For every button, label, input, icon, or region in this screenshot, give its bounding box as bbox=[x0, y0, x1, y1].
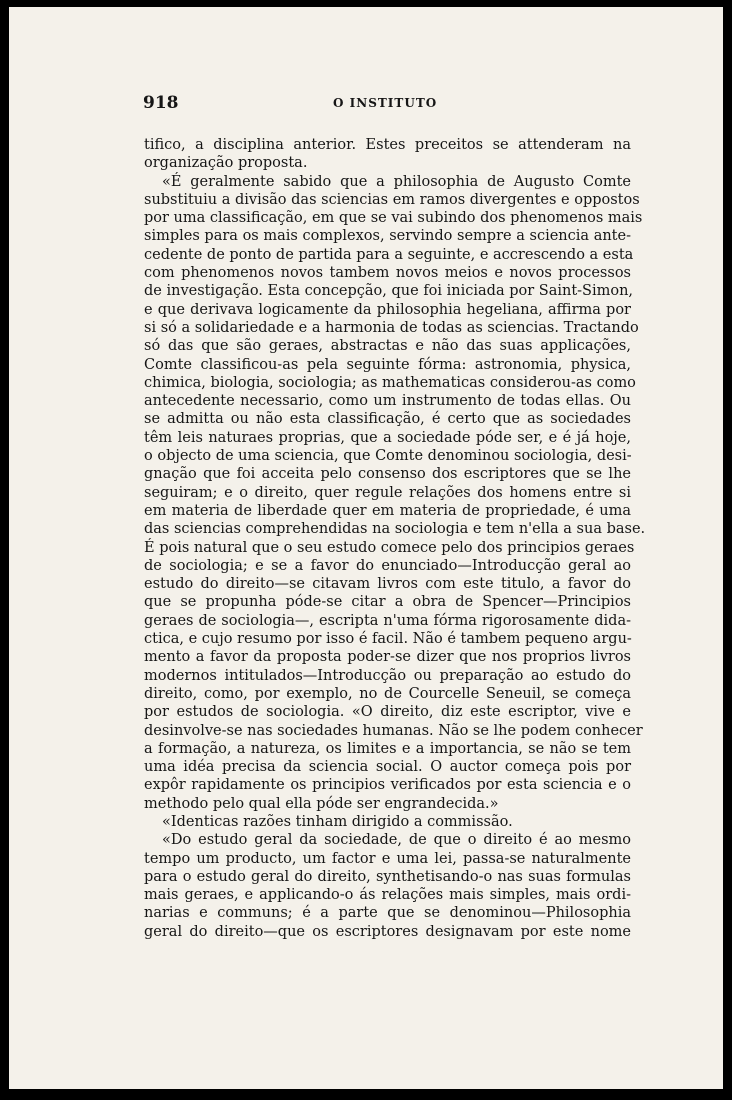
text-line: e que derivava logicamente da philosophia hegeliana, affirma por bbox=[144, 301, 631, 318]
text-line: que se propunha póde-se citar a obra de Spencer—Principios bbox=[144, 594, 631, 611]
text-line: expôr rapidamente os principios verificados por esta sciencia e o bbox=[144, 777, 631, 794]
page-header bbox=[143, 93, 633, 117]
text-line: Comte classificou-as pela seguinte fórma: astronomia, physica, bbox=[144, 356, 631, 373]
text-line: methodo pelo qual ella póde ser engrandecida.» bbox=[144, 795, 499, 812]
text-line: o objecto de uma sciencia, que Comte denominou sociologia, desi- bbox=[144, 448, 632, 465]
text-line: «É geralmente sabido que a philosophia de Augusto Comte bbox=[162, 173, 631, 190]
text-line: estudo do direito—se citavam livros com este titulo, a favor do bbox=[144, 576, 631, 593]
text-line: com phenomenos novos tambem novos meios e novos processos bbox=[144, 265, 631, 282]
text-line: seguiram; e o direito, quer regule relações dos homens entre si bbox=[144, 484, 631, 501]
running-title: O INSTITUTO bbox=[333, 96, 438, 110]
text-line: mento a favor da proposta poder-se dizer que nos proprios livros bbox=[144, 649, 631, 666]
text-line: «Do estudo geral da sociedade, de que o direito é ao mesmo bbox=[162, 832, 631, 849]
text-line: tifico, a disciplina anterior. Estes preceitos se attenderam na bbox=[144, 137, 631, 153]
text-line: chimica, biologia, sociologia; as mathematicas considerou-as como bbox=[144, 374, 636, 391]
text-line: modernos intitulados—Introducção ou preparação ao estudo do bbox=[144, 667, 631, 684]
text-line: organização proposta. bbox=[144, 155, 308, 172]
text-line: ctica, e cujo resumo por isso é facil. Não é tambem pequeno argu- bbox=[144, 631, 632, 648]
text-line: de sociologia; e se a favor do enunciado—Introducção geral ao bbox=[144, 557, 631, 574]
text-line: se admitta ou não esta classificação, é certo que as sociedades bbox=[144, 411, 631, 428]
text-line: a formação, a natureza, os limites e a importancia, se não se tem bbox=[144, 740, 631, 757]
book-page bbox=[9, 7, 723, 1089]
text-line: si só a solidariedade e a harmonia de todas as sciencias. Tractando bbox=[144, 319, 639, 336]
text-line: desinvolve-se nas sociedades humanas. Não se lhe podem conhecer bbox=[144, 722, 643, 739]
text-line: para o estudo geral do direito, synthetisando-o nas suas formulas bbox=[144, 868, 631, 885]
text-line: narias e communs; é a parte que se denominou—Philosophia bbox=[144, 905, 631, 922]
text-line: de investigação. Esta concepção, que foi iniciada por Saint-Simon, bbox=[144, 283, 634, 300]
text-line: gnação que foi acceita pelo consenso dos escriptores que se lhe bbox=[144, 466, 631, 483]
text-line: têm leis naturaes proprias, que a sociedade póde ser, e é já hoje, bbox=[144, 429, 631, 446]
text-line: geral do direito—que os escriptores designavam por este nome bbox=[144, 923, 631, 940]
text-line: só das que são geraes, abstractas e não das suas applicações, bbox=[144, 338, 631, 355]
text-line: por estudos de sociologia. «O direito, diz este escriptor, vive e bbox=[144, 704, 631, 721]
text-line: cedente de ponto de partida para a seguinte, e accrescendo a esta bbox=[144, 246, 634, 263]
body-text bbox=[144, 136, 646, 941]
text-line: antecedente necessario, como um instrumento de todas ellas. Ou bbox=[144, 393, 631, 410]
text-line: mais geraes, e applicando-o ás relações mais simples, mais ordi- bbox=[144, 887, 631, 904]
text-line: tempo um producto, um factor e uma lei, passa-se naturalmente bbox=[144, 850, 631, 867]
page-number: 918 bbox=[143, 93, 179, 113]
text-line: substituiu a divisão das sciencias em ramos divergentes e oppostos bbox=[144, 191, 640, 208]
text-line: das sciencias comprehendidas na sociologia e tem n'ella a sua base. bbox=[144, 521, 646, 538]
text-line: É pois natural que o seu estudo comece pelo dos principios geraes bbox=[144, 539, 635, 556]
text-line: direito, como, por exemplo, no de Courcelle Seneuil, se começa bbox=[144, 685, 631, 702]
text-line: em materia de liberdade quer em materia de propriedade, é uma bbox=[144, 502, 631, 519]
text-line: «Identicas razões tinham dirigido a commissão. bbox=[162, 813, 513, 830]
text-line: por uma classificação, em que se vai subindo dos phenomenos mais bbox=[144, 210, 643, 227]
text-line: geraes de sociologia—, escripta n'uma fórma rigorosamente dida- bbox=[144, 612, 631, 629]
text-line: uma idéa precisa da sciencia social. O auctor começa pois por bbox=[144, 759, 631, 776]
text-line: simples para os mais complexos, servindo sempre a sciencia ante- bbox=[144, 228, 631, 245]
